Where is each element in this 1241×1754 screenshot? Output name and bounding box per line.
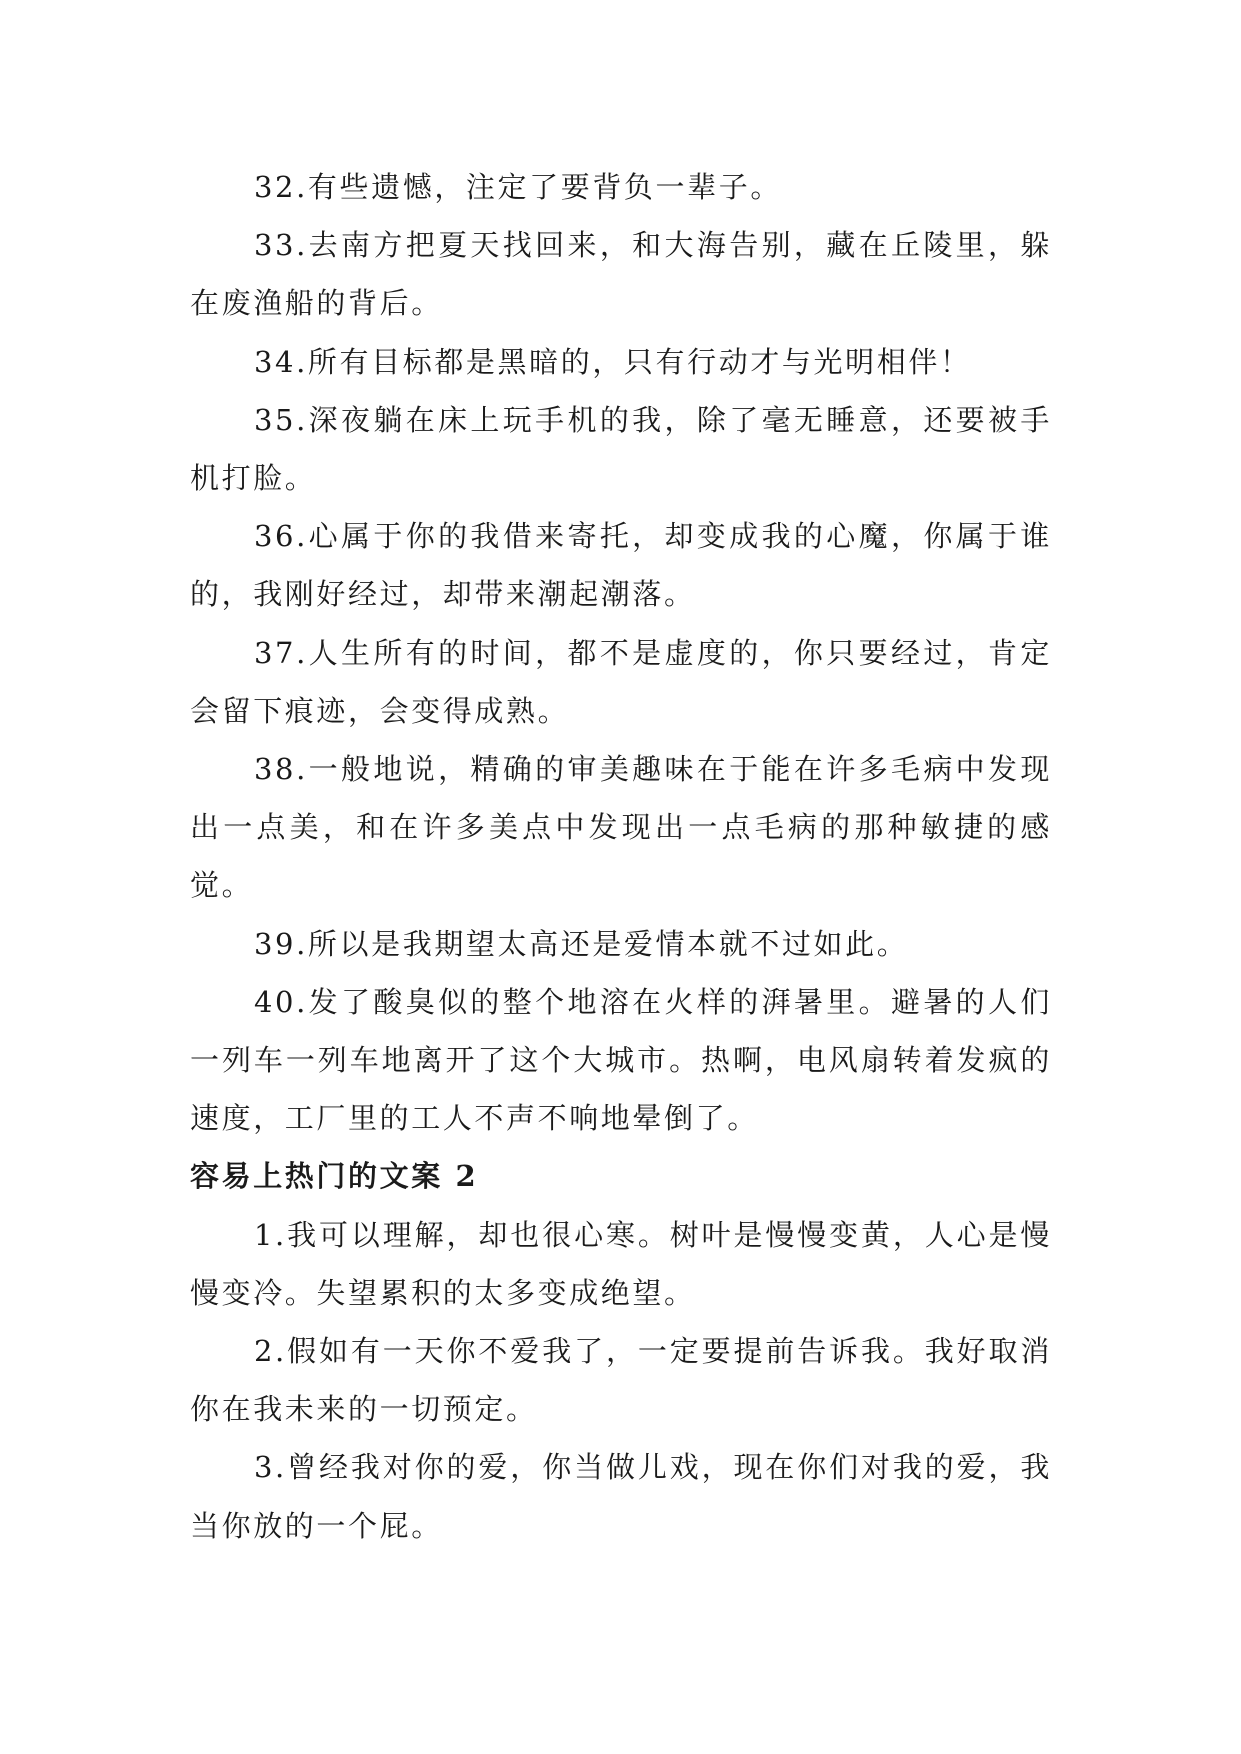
list-item: 33.去南方把夏天找回来，和大海告别，藏在丘陵里，躲在废渔船的背后。 <box>190 228 1052 321</box>
list-item: 37.人生所有的时间，都不是虚度的，你只要经过，肯定会留下痕迹，会变得成熟。 <box>190 635 1052 728</box>
list-item: 35.深夜躺在床上玩手机的我，除了毫无睡意，还要被手机打脸。 <box>190 402 1052 496</box>
list-item: 36.心属于你的我借来寄托，却变成我的心魔，你属于谁的，我刚好经过，却带来潮起潮落。 <box>190 519 1052 612</box>
list-item: 40.发了酸臭似的整个地溶在火样的湃暑里。避暑的人们一列车一列车地离开了这个大城市。热啊，电风扇转着发疯的速度，工厂里的工人不声不响地晕倒了。 <box>190 984 1052 1136</box>
section-heading: 容易上热门的文案 2 <box>190 1159 479 1194</box>
list-item: 2.假如有一天你不爱我了，一定要提前告诉我。我好取消你在我未来的一切预定。 <box>190 1334 1052 1427</box>
list-item: 39.所以是我期望太高还是爱情本就不过如此。 <box>254 926 909 961</box>
list-item: 38.一般地说，精确的审美趣味在于能在许多毛病中发现出一点美，和在许多美点中发现出一点毛病的那种敏捷的感觉。 <box>190 752 1052 903</box>
list-item: 32.有些遗憾，注定了要背负一辈子。 <box>254 170 782 204</box>
list-item: 3.曾经我对你的爱，你当做儿戏，现在你们对我的爱，我当你放的一个屁。 <box>190 1450 1052 1543</box>
list-item: 1.我可以理解，却也很心寒。树叶是慢慢变黄，人心是慢慢变冷。失望累积的太多变成绝望。 <box>190 1217 1052 1310</box>
document-body <box>190 158 1052 1555</box>
list-item: 34.所有目标都是黑暗的，只有行动才与光明相伴！ <box>254 344 972 379</box>
